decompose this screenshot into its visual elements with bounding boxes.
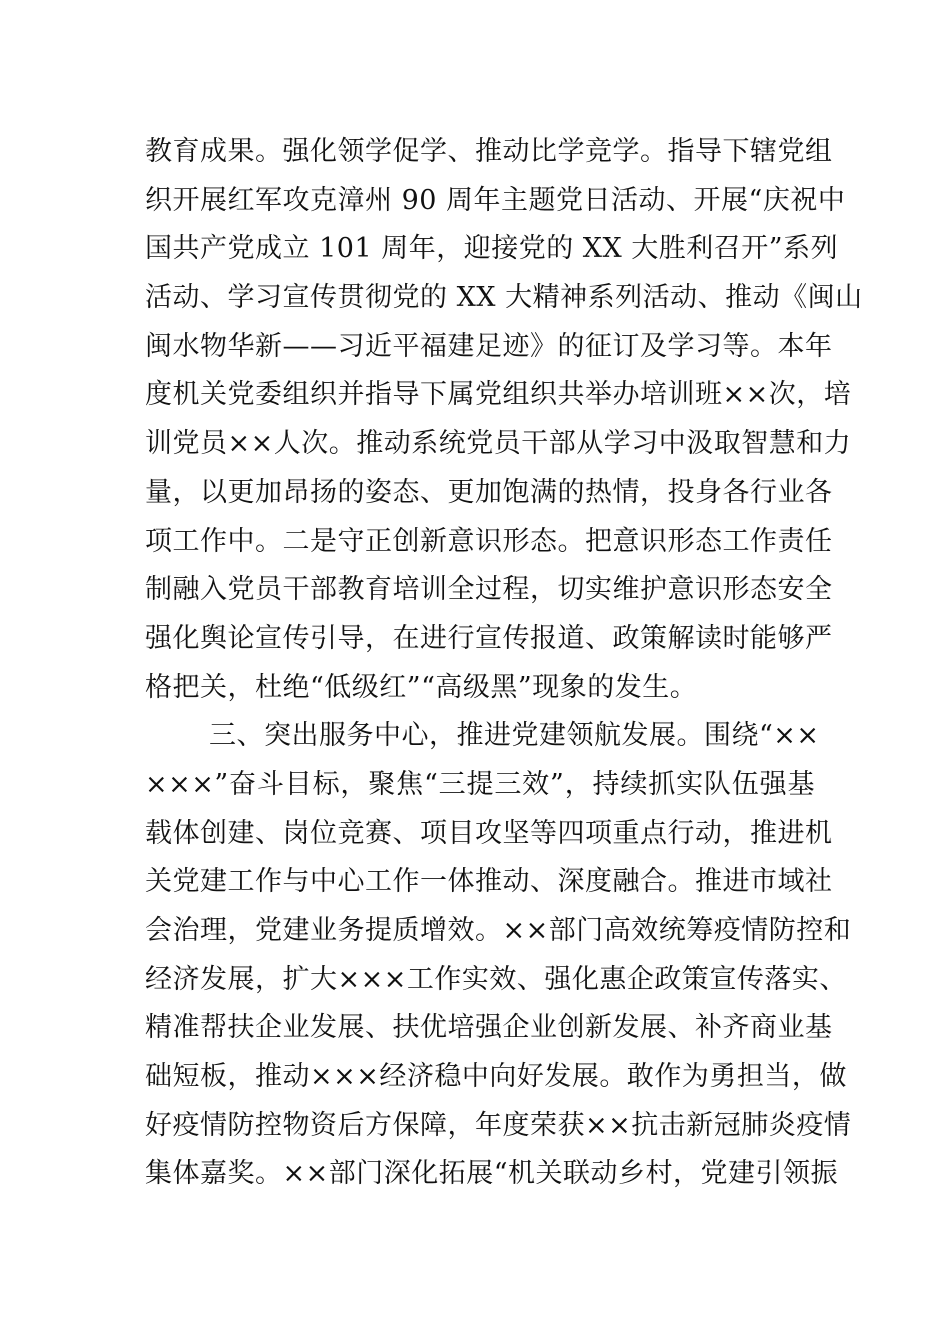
text-line: 强化舆论宣传引导，在进行宣传报道、政策解读时能够严 bbox=[145, 622, 833, 654]
text-line: 三、突出服务中心，推进党建领航发展。围绕“×× bbox=[209, 720, 820, 752]
text-line: 集体嘉奖。××部门深化拓展“机关联动乡村，党建引领振 bbox=[145, 1158, 839, 1190]
text-line: 量，以更加昂扬的姿态、更加饱满的热情，投身各行业各 bbox=[145, 476, 833, 508]
text-line: 础短板，推动×××经济稳中向好发展。敢作为勇担当，做 bbox=[145, 1061, 847, 1093]
text-line: 闽水物华新——习近平福建足迹》的征订及学习等。本年 bbox=[145, 330, 833, 362]
paragraph-1 bbox=[145, 128, 863, 712]
text-line: 好疫情防控物资后方保障，年度荣获××抗击新冠肺炎疫情 bbox=[145, 1109, 852, 1141]
text-line: 关党建工作与中心工作一体推动、深度融合。推进市域社 bbox=[145, 866, 833, 898]
document-body bbox=[145, 128, 863, 1199]
text-line: 活动、学习宣传贯彻党的 XX 大精神系列活动、推动《闽山 bbox=[145, 282, 863, 314]
text-line: 教育成果。强化领学促学、推动比学竞学。指导下辖党组 bbox=[145, 136, 833, 167]
paragraph-2 bbox=[145, 712, 852, 1199]
text-line: 会治理，党建业务提质增效。××部门高效统筹疫情防控和 bbox=[145, 915, 852, 946]
text-line: 训党员××人次。推动系统党员干部从学习中汲取智慧和力 bbox=[145, 428, 852, 460]
text-line: 织开展红军攻克漳州 90 周年主题党日活动、开展“庆祝中 bbox=[145, 184, 846, 216]
text-line: 格把关，杜绝“低级红”“高级黑”现象的发生。 bbox=[145, 671, 698, 703]
text-line: 国共产党成立 101 周年，迎接党的 XX 大胜利召开”系列 bbox=[145, 233, 839, 265]
text-line: 精准帮扶企业发展、扶优培强企业创新发展、补齐商业基 bbox=[145, 1012, 833, 1044]
text-line: 经济发展，扩大×××工作实效、强化惠企政策宣传落实、 bbox=[145, 963, 847, 995]
text-line: ×××”奋斗目标，聚焦“三提三效”，持续抓实队伍强基 bbox=[145, 768, 815, 800]
text-line: 制融入党员干部教育培训全过程，切实维护意识形态安全 bbox=[145, 574, 833, 606]
text-line: 载体创建、岗位竞赛、项目攻坚等四项重点行动，推进机 bbox=[145, 817, 833, 849]
text-line: 项工作中。二是守正创新意识形态。把意识形态工作责任 bbox=[145, 525, 833, 557]
text-line: 度机关党委组织并指导下属党组织共举办培训班××次，培 bbox=[145, 379, 852, 411]
